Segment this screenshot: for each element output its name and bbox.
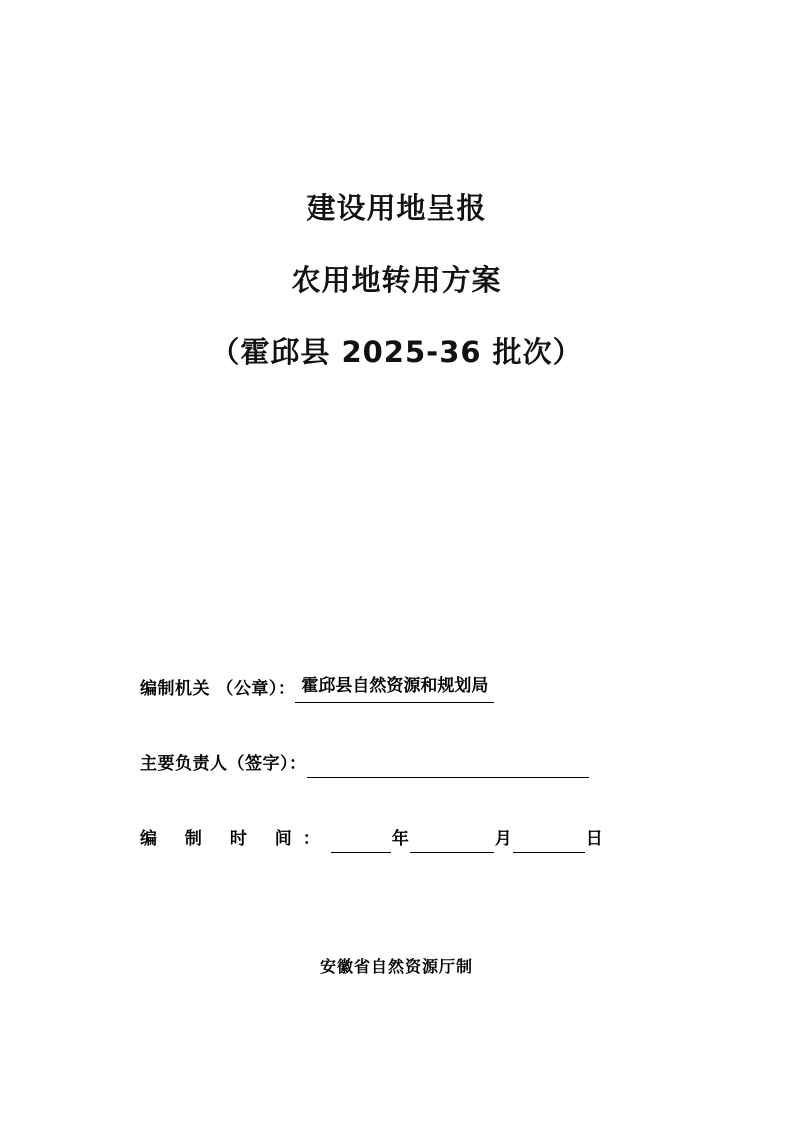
compile-date-label: 编 制 时 间： — [140, 829, 331, 849]
compile-date-year-unit: 年 — [391, 829, 409, 849]
title-line-1: 建设用地呈报 — [306, 191, 487, 225]
compile-date-year-line[interactable] — [331, 832, 391, 853]
compile-date-day-line[interactable] — [513, 832, 585, 853]
compile-date-month-line[interactable] — [410, 832, 494, 853]
field-row-responsible-person — [140, 750, 660, 778]
compiling-agency-value[interactable]: 霍邱县自然资源和规划局 — [295, 672, 494, 703]
compile-date-month-unit: 月 — [494, 829, 512, 849]
field-row-compiling-agency — [140, 672, 660, 703]
responsible-person-signature-line[interactable] — [307, 757, 589, 778]
compiling-agency-label: 编制机关 （公章）： — [140, 679, 296, 699]
responsible-person-label: 主要负责人（签字）： — [140, 754, 307, 774]
signature-fields — [140, 672, 660, 900]
document-footer: 安徽省自然资源厅制 — [319, 957, 473, 976]
title-line-3: （霍邱县 2025-36 批次） — [210, 335, 583, 369]
field-row-compile-date — [140, 825, 660, 853]
title-line-2: 农用地转用方案 — [291, 263, 502, 297]
document-title — [0, 172, 793, 388]
compile-date-day-unit: 日 — [585, 829, 603, 849]
